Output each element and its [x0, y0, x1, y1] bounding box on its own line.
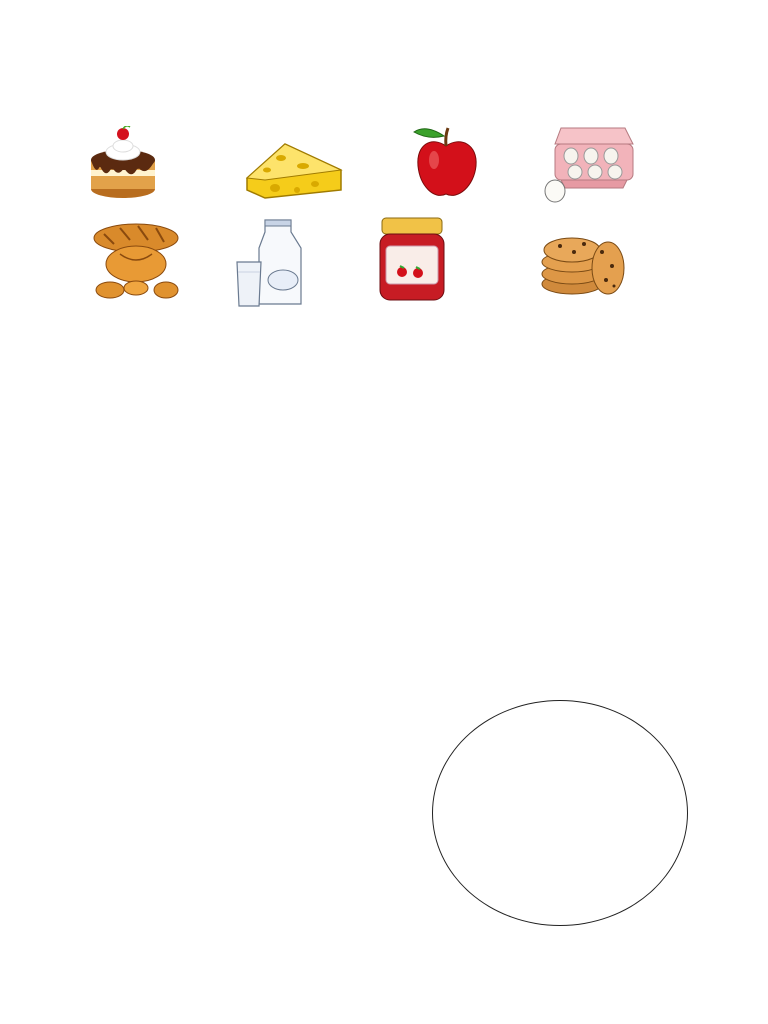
- bread-icon: [90, 214, 182, 302]
- word-circle: [432, 700, 688, 926]
- milk-icon: [235, 218, 311, 310]
- border-right: [719, 0, 745, 1024]
- cheese-icon: [245, 140, 345, 200]
- jam-jar-icon: [378, 216, 446, 304]
- chocolate-cake-icon: [88, 126, 158, 202]
- border-bottom: [0, 968, 768, 994]
- footer-contacts: [60, 938, 81, 953]
- apple-icon: [412, 124, 480, 200]
- cookies-icon: [540, 232, 630, 298]
- border-top: [0, 30, 768, 56]
- egg-carton-icon: [541, 124, 641, 204]
- border-left: [33, 0, 59, 1024]
